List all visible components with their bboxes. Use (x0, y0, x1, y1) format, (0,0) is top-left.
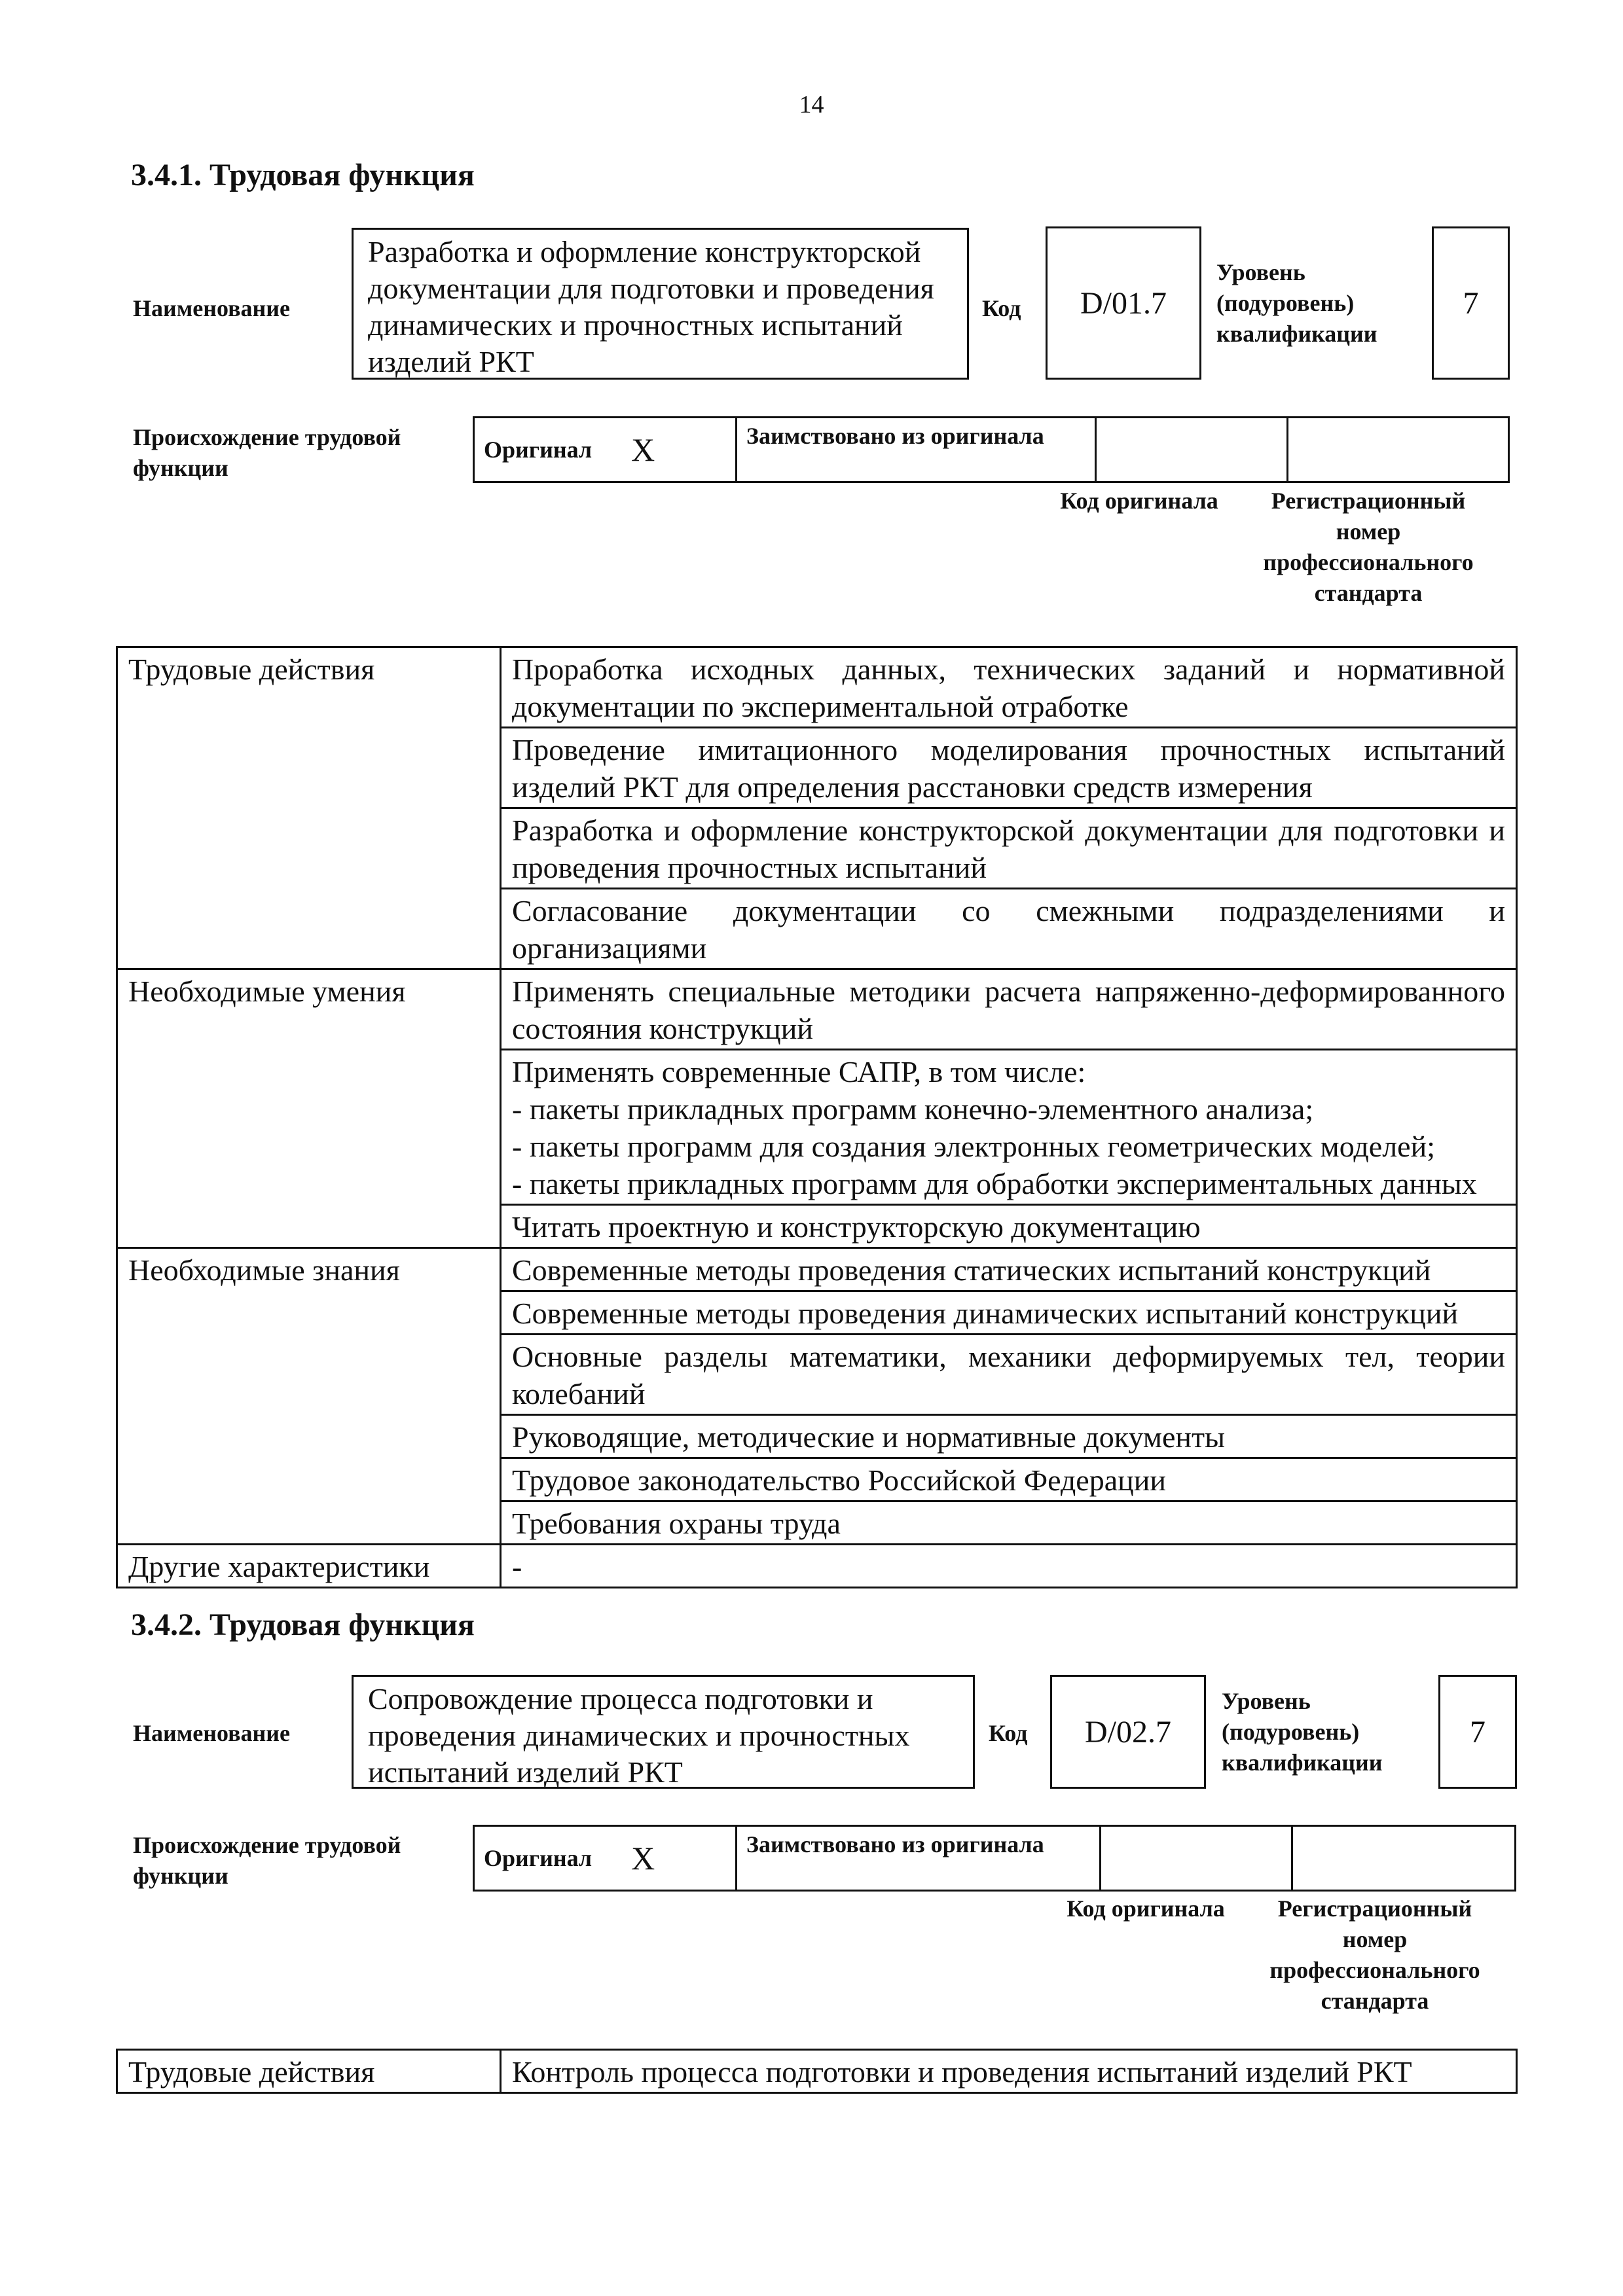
row-item: Проведение имитационного моделирования прочностных испытаний изделий РКТ для определения расстановки средств измерения (501, 728, 1517, 808)
origin-reg-cell (1288, 418, 1509, 482)
origin-mark: X (631, 1840, 655, 1876)
row-item: Требования охраны труда (501, 1501, 1517, 1545)
origin-table (473, 1825, 1516, 1892)
row-category: Необходимые умения (117, 969, 501, 1248)
row-item: Применять специальные методики расчета напряженно-деформированного состояния конструкций (501, 969, 1517, 1050)
origin-original-cell (474, 418, 737, 482)
qualification-level-label: Уровень (подуровень) квалификации (1216, 259, 1377, 347)
code-label: Код (982, 295, 1021, 321)
origin-table (473, 416, 1510, 483)
table-row (117, 969, 1517, 1050)
origin-mark: X (631, 431, 655, 468)
name-label: Наименование (133, 1720, 290, 1746)
qualification-level-box: 7 (1432, 226, 1510, 380)
page-number: 14 (799, 91, 824, 118)
row-item: Современные методы проведения статических испытаний конструкций (501, 1248, 1517, 1291)
origin-code-cell (1101, 1826, 1292, 1891)
code-label: Код (989, 1720, 1028, 1746)
row-item: Современные методы проведения динамических испытаний конструкций (501, 1291, 1517, 1335)
qualification-level-label: Уровень (подуровень) квалификации (1222, 1688, 1383, 1776)
origin-borrowed-cell (737, 418, 1096, 482)
row-item: Читать проектную и конструкторскую документацию (501, 1205, 1517, 1248)
function-details-table (116, 2049, 1518, 2094)
qualification-level-box: 7 (1438, 1675, 1517, 1789)
origin-code-cell (1096, 418, 1288, 482)
row-item: Применять современные САПР, в том числе: - пакеты прикладных программ конечно-элементного анализа; - пакеты программ для создания электронных геометрических моделей; - пакеты прикладных программ для обработки экспериментальных данных (501, 1050, 1517, 1205)
origin-reg-caption: Регистрационный номер профессионального стандарта (1263, 488, 1474, 606)
row-category: Трудовые действия (117, 2050, 501, 2093)
row-item: Согласование документации со смежными подразделениями и организациями (501, 889, 1517, 969)
row-category: Другие характеристики (117, 1545, 501, 1588)
function-name-box: Сопровождение процесса подготовки и проведения динамических и прочностных испытаний изделий РКТ (352, 1675, 975, 1789)
section-title-341: 3.4.1. Трудовая функция (131, 158, 475, 192)
row-item: - (501, 1545, 1517, 1588)
origin-code-caption: Код оригинала (1067, 1895, 1225, 1922)
origin-label: Происхождение трудовой функции (133, 424, 401, 481)
function-name-box: Разработка и оформление конструкторской документации для подготовки и проведения динамических и прочностных испытаний изделий РКТ (352, 228, 969, 380)
function-code-box: D/01.7 (1046, 226, 1201, 380)
function-details-table (116, 646, 1518, 1588)
row-item: Трудовое законодательство Российской Федерации (501, 1458, 1517, 1501)
row-item: Основные разделы математики, механики деформируемых тел, теории колебаний (501, 1335, 1517, 1415)
table-row (117, 2050, 1517, 2093)
origin-borrowed-label: Заимствовано из оригинала (746, 1831, 1044, 1857)
origin-original-label: Оригинал (484, 437, 593, 463)
origin-original-label: Оригинал (484, 1845, 593, 1871)
row-category: Трудовые действия (117, 647, 501, 969)
origin-reg-caption: Регистрационный номер профессионального стандарта (1269, 1895, 1480, 2014)
name-label: Наименование (133, 295, 290, 321)
table-row (117, 647, 1517, 728)
row-item: Руководящие, методические и нормативные документы (501, 1415, 1517, 1458)
origin-borrowed-cell (737, 1826, 1101, 1891)
table-row (117, 1545, 1517, 1588)
row-category: Необходимые знания (117, 1248, 501, 1545)
origin-original-cell (474, 1826, 737, 1891)
origin-reg-cell (1292, 1826, 1516, 1891)
row-item: Разработка и оформление конструкторской документации для подготовки и проведения прочностных испытаний (501, 808, 1517, 889)
origin-borrowed-label: Заимствовано из оригинала (746, 423, 1044, 449)
function-code-box: D/02.7 (1050, 1675, 1206, 1789)
section-title-342: 3.4.2. Трудовая функция (131, 1607, 475, 1642)
origin-code-caption: Код оригинала (1060, 488, 1218, 514)
table-row (117, 1248, 1517, 1291)
origin-label: Происхождение трудовой функции (133, 1832, 401, 1889)
row-item: Контроль процесса подготовки и проведения испытаний изделий РКТ (501, 2050, 1517, 2093)
row-item: Проработка исходных данных, технических заданий и нормативной документации по экспериментальной отработке (501, 647, 1517, 728)
